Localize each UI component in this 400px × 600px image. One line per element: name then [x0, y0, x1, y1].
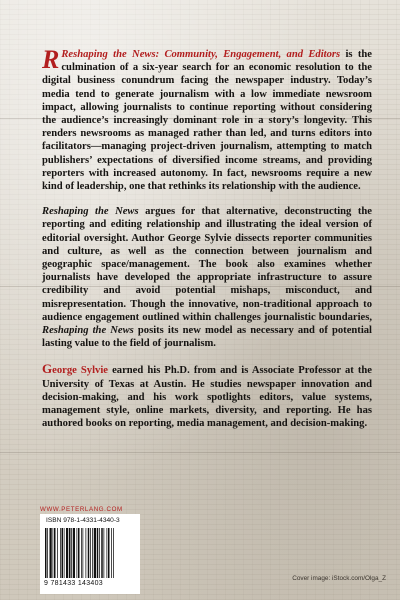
back-cover-blurb	[42, 45, 372, 442]
blurb-argument-text-end: posits its new model as necessary and of potential lasting value to the field of journalism.	[42, 325, 372, 350]
author-name: eorge Sylvie	[52, 365, 108, 377]
barcode-box	[40, 514, 140, 594]
author-bio-text: earned his Ph.D. from and is Associate Professor at the University of Texas at Austin. He studies newspaper innovation and decision-making, and his work spotlights editors, value systems, management style, online markets, diversity, and reporting. He has authored books on reporting, media management, and decision-making.	[42, 365, 372, 430]
cover-image-credit: Cover image: iStock.com/Olga_Z	[292, 575, 386, 582]
paper-texture-line	[0, 452, 400, 453]
barcode-digits: 9 781433 143403	[44, 580, 103, 587]
isbn-label: ISBN 978-1-4331-4340-3	[46, 517, 120, 524]
barcode-icon	[44, 528, 136, 580]
publisher-url[interactable]: WWW.PETERLANG.COM	[40, 506, 123, 513]
book-title-inline: Reshaping the News: Community, Engagement, and Editors	[61, 49, 341, 60]
author-initial: G	[42, 361, 53, 377]
book-title-inline: Reshaping the News	[42, 206, 139, 218]
drop-cap: R	[42, 45, 60, 74]
blurb-paragraph-summary	[42, 45, 372, 193]
blurb-summary-text: is the culmination of a six-year search for an economic resolution to the digital business conundrum facing the newspaper industry. Today’s media tend to generate journalism with a low immediate newsroom impact, allowing journalists to continue reporting without considering the audience’s increasingly dominant role in a story’s longevity. This renders newsrooms as managed rather than led, and turns editors into facilitators—managing project-driven journalism, attempting to match publishers’ expectations of diversified income streams, and providing reporters with increased autonomy. In fact, newsrooms require a new kind of leadership, one that rethinks its relationship with the audience.	[42, 49, 372, 193]
blurb-argument-text: argues for that alternative, deconstructing the reporting and editing relationship and illustrating the ideal version of editorial oversight. Author George Sylvie dissects reporter communities and culture, as well as the connection between journalism and geographic space/management. The book also examines whether journalists have developed the appropriate infrastructure to assure credibility and avoid potential mishaps, misconduct, and misrepresentation. Though the innovative, non-traditional approach to audience engagement outlined within challenges journalistic boundaries,	[42, 206, 372, 323]
book-title-inline: Reshaping the News	[42, 325, 134, 337]
author-bio	[42, 362, 372, 430]
blurb-paragraph-argument	[42, 205, 372, 350]
